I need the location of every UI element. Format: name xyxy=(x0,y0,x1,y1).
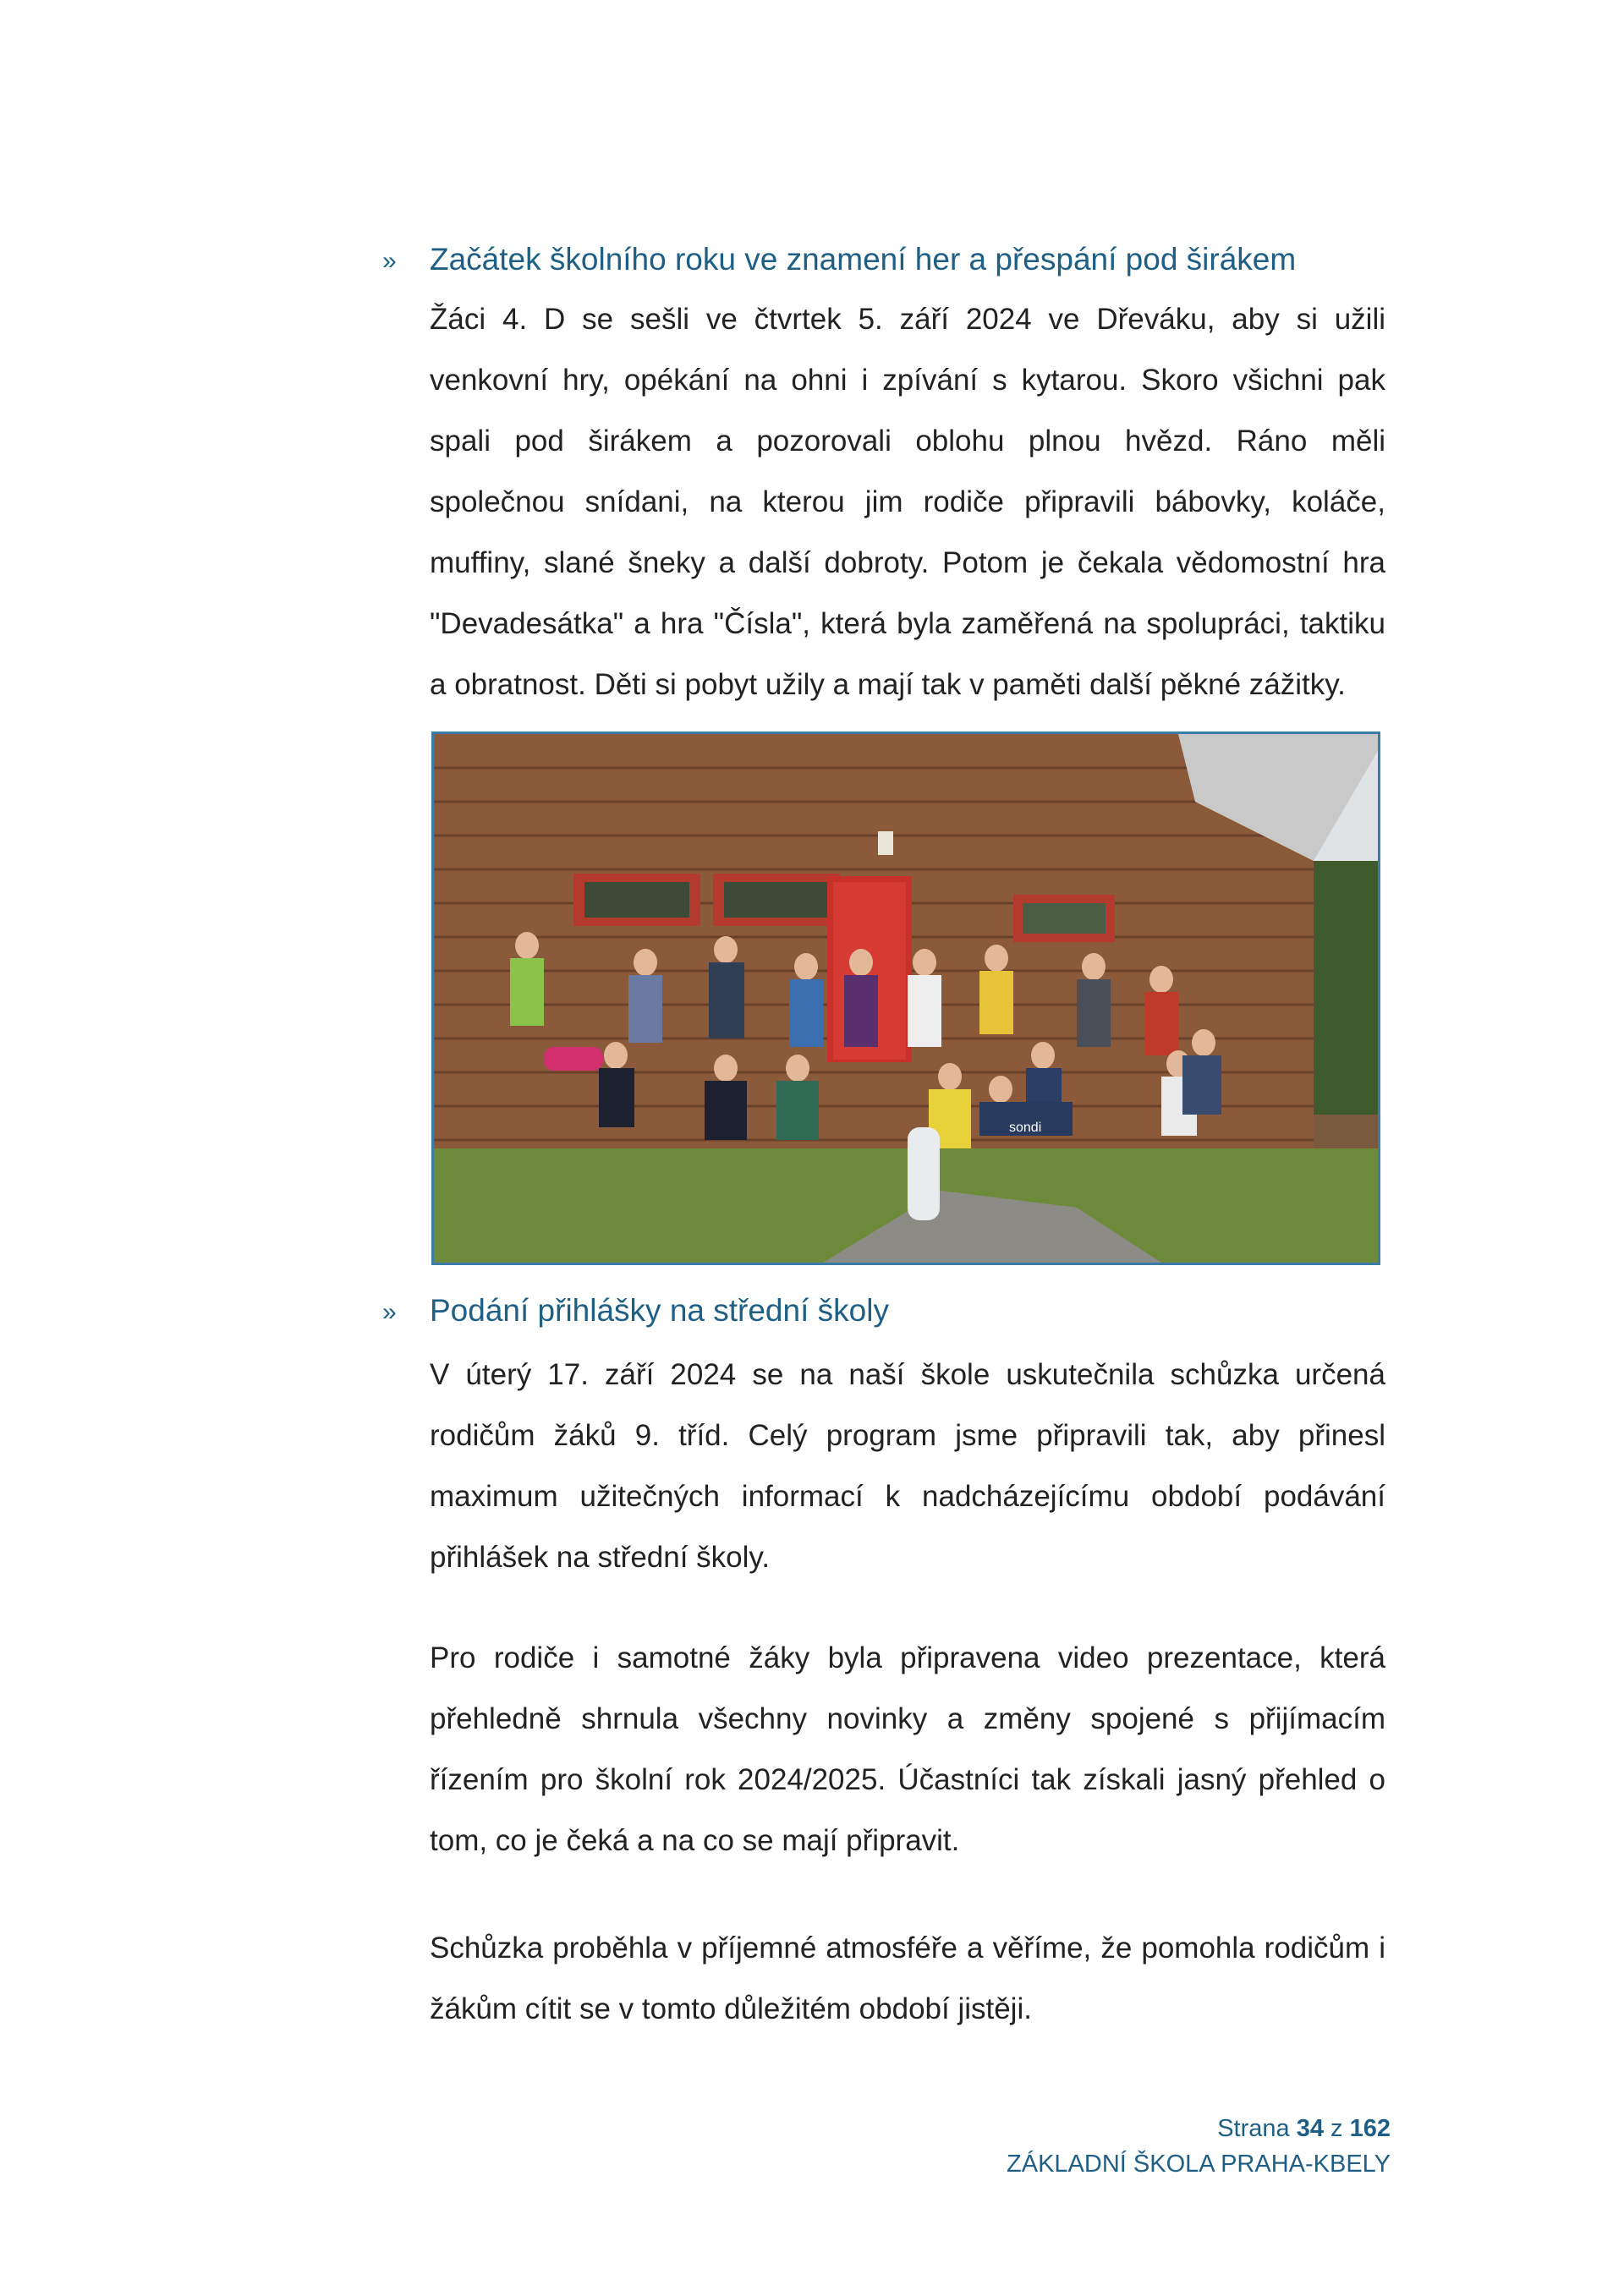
page-prefix: Strana xyxy=(1217,2115,1290,2142)
paragraph-meeting: V úterý 17. září 2024 se na naší škole uskutečnila schůzka určená rodičům žáků 9. tříd. Celý program jsme připravili tak, aby přinesl maximum užitečných informací k nadcházejícímu období podávání přihlášek na střední školy. xyxy=(430,1358,1385,1574)
page-number xyxy=(1217,2114,1391,2144)
paragraph-atmosphere: Schůzka proběhla v příjemné atmosféře a věříme, že pomohla rodičům i žákům cítit se v tomto důležitém období jistěji. xyxy=(430,1932,1385,2025)
school-name: ZÁKLADNÍ ŠKOLA PRAHA-KBELY xyxy=(1007,2151,1391,2178)
section-bullet: » xyxy=(382,247,397,275)
group-photo-illustration xyxy=(434,734,1378,1263)
page-separator: z xyxy=(1330,2115,1343,2142)
section-title-text: Začátek školního roku ve znamení her a přespání pod širákem xyxy=(430,242,1297,277)
paragraph-presentation: Pro rodiče i samotné žáky byla připravena video prezentace, která přehledně shrnula všechny novinky a změny spojené s přijímacím řízením pro školní rok 2024/2025. Účastníci tak získali jasný přehled o tom, co je čeká a na co se mají připravit. xyxy=(430,1641,1385,1857)
section-bullet: » xyxy=(382,1298,397,1326)
section-title-text: Podání přihlášky na střední školy xyxy=(430,1293,889,1328)
shirt-sign-text: sondi xyxy=(1009,1121,1042,1135)
class-photo xyxy=(431,732,1380,1265)
page-total: 162 xyxy=(1349,2115,1391,2142)
page-current: 34 xyxy=(1296,2115,1324,2142)
paragraph-camp: Žáci 4. D se sešli ve čtvrtek 5. září 2024 ve Dřeváku, aby si užili venkovní hry, opékání na ohni i zpívání s kytarou. Skoro všichni pak spali pod širákem a pozorovali oblohu plnou hvězd. Ráno měli společnou snídani, na kterou jim rodiče připravili bábovky, koláče, muffiny, slané šneky a další dobroty. Potom je čekala vědomostní hra "Devadesátka" a hra "Čísla", která byla zaměřená na spolupráci, taktiku a obratnost. Děti si pobyt užily a mají tak v paměti další pěkné zážitky. xyxy=(430,303,1385,701)
